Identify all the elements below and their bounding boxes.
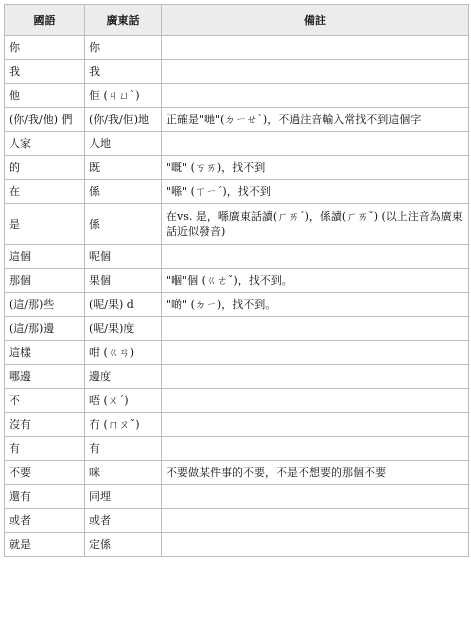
mandarin-cell: 有: [5, 437, 85, 461]
mandarin-cell: 這個: [5, 245, 85, 269]
cantonese-cell: 同埋: [85, 485, 162, 509]
note-cell: [162, 389, 469, 413]
cantonese-cell: 定係: [85, 533, 162, 557]
cantonese-cell: 佢 (ㄐㄩˋ): [85, 84, 162, 108]
cantonese-cell: 你: [85, 36, 162, 60]
cantonese-cell: 邊度: [85, 365, 162, 389]
note-cell: [162, 437, 469, 461]
cantonese-cell: 或者: [85, 509, 162, 533]
mandarin-cell: 沒有: [5, 413, 85, 437]
table-row: [5, 245, 469, 269]
mandarin-cell: 的: [5, 156, 85, 180]
note-cell: 不要做某件事的不要，不是不想要的那個不要: [162, 461, 469, 485]
mandarin-cell: 或者: [5, 509, 85, 533]
mandarin-cell: 還有: [5, 485, 85, 509]
table-row: [5, 36, 469, 60]
mandarin-cell: 就是: [5, 533, 85, 557]
cantonese-cell: 咁 (ㄍㄢ): [85, 341, 162, 365]
cantonese-cell: 果個: [85, 269, 162, 293]
table-row: [5, 461, 469, 485]
note-cell: [162, 60, 469, 84]
mandarin-cell: (這/那)些: [5, 293, 85, 317]
table-row: [5, 485, 469, 509]
cantonese-cell: 係: [85, 180, 162, 204]
cantonese-cell: (呢/果) d: [85, 293, 162, 317]
mandarin-cell: 不: [5, 389, 85, 413]
table-row: [5, 317, 469, 341]
note-cell: [162, 413, 469, 437]
table-row: [5, 84, 469, 108]
cantonese-cell: 係: [85, 204, 162, 245]
header-cantonese: 廣東話: [85, 5, 162, 36]
note-cell: [162, 245, 469, 269]
cantonese-cell: 咪: [85, 461, 162, 485]
table-row: [5, 132, 469, 156]
mandarin-cell: (你/我/他) 們: [5, 108, 85, 132]
mandarin-cell: 不要: [5, 461, 85, 485]
cantonese-cell: 呢個: [85, 245, 162, 269]
mandarin-cell: 人家: [5, 132, 85, 156]
mandarin-cell: 我: [5, 60, 85, 84]
cantonese-cell: 既: [85, 156, 162, 180]
note-cell: [162, 485, 469, 509]
note-cell: 正確是"哋"(ㄉㄧㄝˋ)，不過注音輸入常找不到這個字: [162, 108, 469, 132]
header-mandarin: 國語: [5, 5, 85, 36]
note-cell: "嘅" (ㄎㄞ)，找不到: [162, 156, 469, 180]
table-row: [5, 365, 469, 389]
table-row: [5, 293, 469, 317]
mandarin-cell: 哪邊: [5, 365, 85, 389]
table-row: [5, 341, 469, 365]
note-cell: "啲" (ㄉㄧ)，找不到。: [162, 293, 469, 317]
table-row: [5, 156, 469, 180]
mandarin-cell: 那個: [5, 269, 85, 293]
note-cell: "嗰"個 (ㄍㄜˇ)，找不到。: [162, 269, 469, 293]
note-cell: [162, 533, 469, 557]
note-cell: [162, 341, 469, 365]
cantonese-cell: 冇 (ㄇㄡˇ): [85, 413, 162, 437]
table-row: [5, 437, 469, 461]
note-cell: "喺" (ㄒㄧˊ)，找不到: [162, 180, 469, 204]
header-row: [5, 5, 469, 36]
table-row: [5, 269, 469, 293]
mandarin-cell: 這樣: [5, 341, 85, 365]
mandarin-cell: 是: [5, 204, 85, 245]
note-cell: [162, 36, 469, 60]
cantonese-cell: 人地: [85, 132, 162, 156]
table-row: [5, 108, 469, 132]
table-row: [5, 180, 469, 204]
vocabulary-table: [4, 4, 469, 557]
mandarin-cell: 他: [5, 84, 85, 108]
note-cell: [162, 132, 469, 156]
table-row: [5, 413, 469, 437]
mandarin-cell: 你: [5, 36, 85, 60]
note-cell: 在vs. 是，喺廣東話讀(ㄏㄞˊ)，係讀(ㄏㄞˇ) (以上注音為廣東話近似發音): [162, 204, 469, 245]
table-row: [5, 389, 469, 413]
table-row: [5, 60, 469, 84]
mandarin-cell: 在: [5, 180, 85, 204]
cantonese-cell: (你/我/佢)地: [85, 108, 162, 132]
note-cell: [162, 84, 469, 108]
cantonese-cell: (呢/果)度: [85, 317, 162, 341]
table-row: [5, 204, 469, 245]
note-cell: [162, 365, 469, 389]
cantonese-cell: 有: [85, 437, 162, 461]
table-row: [5, 509, 469, 533]
note-cell: [162, 509, 469, 533]
header-note: 備註: [162, 5, 469, 36]
mandarin-cell: (這/那)邊: [5, 317, 85, 341]
cantonese-cell: 我: [85, 60, 162, 84]
cantonese-cell: 唔 (ㄨˊ): [85, 389, 162, 413]
table-row: [5, 533, 469, 557]
note-cell: [162, 317, 469, 341]
